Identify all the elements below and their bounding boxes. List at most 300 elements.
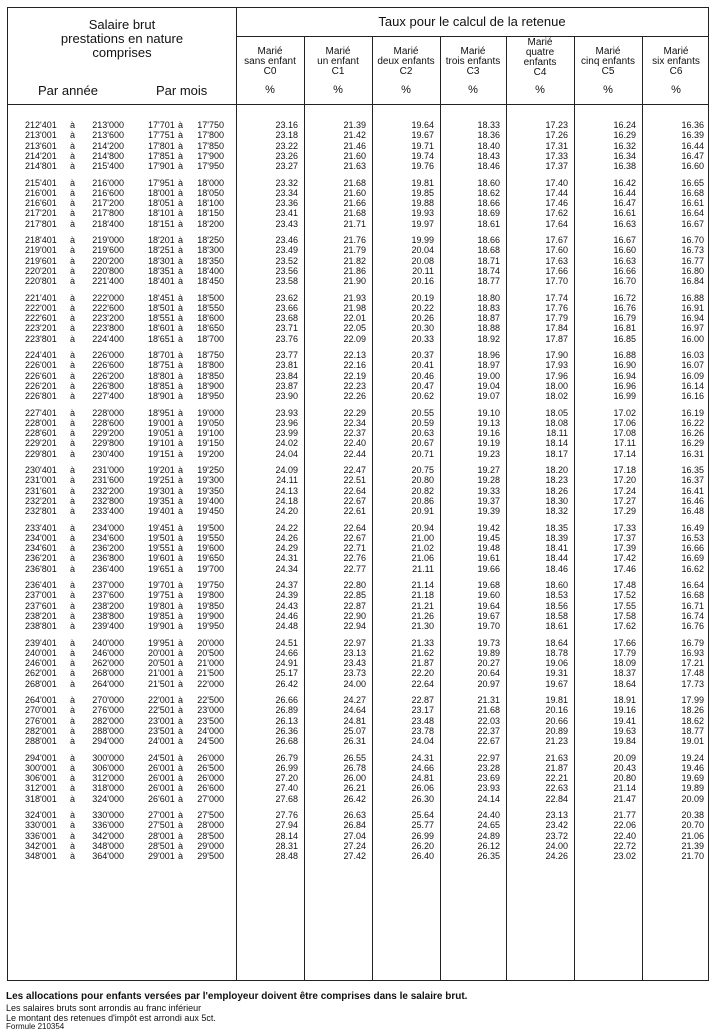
rate-c3: 18.66 [477,198,500,209]
rate-c0: 23.96 [275,417,298,428]
rate-c4: 18.64 [545,637,568,648]
rate-c1: 21.79 [343,245,366,256]
rate-c5: 16.38 [613,161,636,172]
rate-c2: 19.88 [411,198,434,209]
annual-from: 237'001 [25,590,57,601]
monthly-separator: à [178,563,184,574]
annual-from: 226'001 [25,360,57,371]
rate-c4: 18.08 [545,417,568,428]
monthly-separator: à [178,360,184,371]
annual-from: 300'001 [25,762,57,773]
rate-c6: 16.79 [681,637,704,648]
monthly-to: 20'000 [197,637,224,648]
rate-c3: 18.92 [477,333,500,344]
monthly-to: 19'900 [197,610,224,621]
column-header-c4: Marié quatre enfants C4 [523,37,557,78]
rate-c1: 22.90 [343,610,366,621]
annual-separator: à [70,313,76,324]
annual-from: 216'001 [25,187,57,198]
rate-c2: 21.21 [411,600,434,611]
monthly-to: 23'000 [197,705,224,716]
rate-c0: 23.90 [275,391,298,402]
monthly-to: 18'300 [197,245,224,256]
annual-to: 217'800 [92,208,124,219]
rate-c2: 24.81 [411,773,434,784]
annual-to: 282'000 [92,715,124,726]
rate-c1: 22.76 [343,553,366,564]
rate-c2: 20.19 [411,292,434,303]
percent-label: % [265,84,275,96]
monthly-to: 29'000 [197,840,224,851]
rate-c0: 24.34 [275,563,298,574]
annual-to: 220'200 [92,255,124,266]
annual-from: 232'201 [25,495,57,506]
monthly-to: 21'500 [197,668,224,679]
monthly-from: 19'051 [148,428,175,439]
rate-c0: 24.43 [275,600,298,611]
annual-separator: à [70,302,76,313]
rate-c2: 21.06 [411,553,434,564]
table-row [8,668,708,678]
rate-c6: 19.01 [681,736,704,747]
monthly-separator: à [178,255,184,266]
rate-c3: 19.23 [477,448,500,459]
rate-c0: 27.68 [275,793,298,804]
rate-c0: 24.46 [275,610,298,621]
monthly-to: 19'350 [197,485,224,496]
annual-separator: à [70,532,76,543]
annual-to: 231'600 [92,475,124,486]
annual-to: 224'400 [92,333,124,344]
annual-from: 215'401 [25,177,57,188]
rate-c1: 21.71 [343,218,366,229]
rate-c5: 19.41 [613,715,636,726]
table-row [8,726,708,736]
annual-separator: à [70,543,76,554]
monthly-separator: à [178,580,184,590]
rate-c5: 17.39 [613,543,636,554]
monthly-from: 27'501 [148,820,175,831]
annual-to: 230'400 [92,448,124,459]
rate-c5: 17.79 [613,647,636,658]
rate-c2: 19.64 [411,120,434,130]
rate-c4: 18.23 [545,475,568,486]
rate-c1: 21.63 [343,161,366,172]
annual-separator: à [70,752,76,763]
rate-c2: 21.62 [411,647,434,658]
rate-c1: 21.86 [343,265,366,276]
rate-c2: 26.40 [411,851,434,862]
rate-c1: 21.93 [343,292,366,303]
rate-c3: 19.68 [477,580,500,590]
rate-c5: 16.81 [613,323,636,334]
table-row [8,580,708,590]
annual-separator: à [70,820,76,831]
rate-c4: 17.70 [545,276,568,287]
annual-to: 213'000 [92,120,124,130]
percent-label: % [603,84,613,96]
rate-c5: 16.32 [613,140,636,151]
rate-c0: 24.37 [275,580,298,590]
monthly-from: 19'001 [148,417,175,428]
monthly-to: 18'950 [197,391,224,402]
rate-c4: 17.37 [545,161,568,172]
rate-c1: 22.87 [343,600,366,611]
rate-c2: 20.75 [411,465,434,475]
annual-to: 234'600 [92,532,124,543]
rate-c1: 25.07 [343,725,366,736]
annual-to: 216'600 [92,187,124,198]
annual-to: 232'800 [92,495,124,506]
monthly-to: 28'000 [197,820,224,831]
monthly-from: 18'501 [148,302,175,313]
rate-c0: 23.46 [275,235,298,245]
monthly-from: 19'201 [148,465,175,475]
rate-c3: 19.64 [477,600,500,611]
column-header-c3: Marié trois enfants C3 [445,46,501,77]
annual-from: 324'001 [25,810,57,820]
percent-label: % [401,84,411,96]
monthly-to: 22'000 [197,678,224,689]
rate-c1: 21.82 [343,255,366,266]
rate-c2: 20.26 [411,313,434,324]
annual-from: 348'001 [25,851,57,862]
rate-c0: 24.39 [275,590,298,601]
annual-from: 217'201 [25,208,57,219]
rate-c1: 21.76 [343,235,366,245]
monthly-separator: à [178,773,184,784]
rate-c4: 19.31 [545,668,568,679]
rate-c5: 18.37 [613,668,636,679]
rate-c4: 18.20 [545,465,568,475]
table-row [8,753,708,763]
monthly-separator: à [178,621,184,632]
rate-c3: 18.96 [477,350,500,360]
rate-c0: 23.49 [275,245,298,256]
monthly-to: 19'850 [197,600,224,611]
rate-c4: 24.26 [545,851,568,862]
rate-c4: 17.84 [545,323,568,334]
table-row [8,219,708,229]
annual-from: 233'401 [25,522,57,533]
table-row [8,763,708,773]
monthly-separator: à [178,715,184,726]
rate-c5: 16.94 [613,370,636,381]
monthly-to: 17'950 [197,161,224,172]
monthly-from: 18'001 [148,187,175,198]
monthly-from: 19'801 [148,600,175,611]
rate-c0: 23.77 [275,350,298,360]
rate-c5: 16.34 [613,150,636,161]
rate-c4: 18.30 [545,495,568,506]
annual-to: 222'600 [92,302,124,313]
annual-from: 236'401 [25,580,57,590]
monthly-from: 18'901 [148,391,175,402]
rate-c6: 16.41 [681,485,704,496]
annual-to: 214'200 [92,140,124,151]
rate-c2: 26.99 [411,830,434,841]
rate-c1: 24.00 [343,678,366,689]
annual-separator: à [70,553,76,564]
monthly-separator: à [178,762,184,773]
rate-c5: 16.66 [613,265,636,276]
monthly-separator: à [178,506,184,517]
table-row [8,611,708,621]
rate-c0: 27.94 [275,820,298,831]
rate-c6: 18.62 [681,715,704,726]
annual-to: 238'200 [92,600,124,611]
annual-to: 228'000 [92,407,124,418]
rate-c0: 23.71 [275,323,298,334]
rate-c1: 27.04 [343,830,366,841]
rate-c2: 21.87 [411,658,434,669]
rate-c4: 18.32 [545,506,568,517]
rate-c3: 18.33 [477,120,500,130]
monthly-from: 26'001 [148,773,175,784]
rate-c4: 21.23 [545,736,568,747]
rate-c4: 18.58 [545,610,568,621]
annual-from: 238'201 [25,610,57,621]
annual-to: 270'000 [92,695,124,705]
rate-c5: 17.11 [614,438,636,449]
monthly-separator: à [178,820,184,831]
annual-to: 288'000 [92,725,124,736]
rate-c6: 16.35 [681,465,704,475]
annual-from: 223'201 [25,323,57,334]
rate-c3: 19.70 [477,621,500,632]
annual-from: 220'201 [25,265,57,276]
column-header-c2: Marié deux enfants C2 [377,46,435,77]
rate-c6: 16.00 [681,333,704,344]
annual-to: 237'000 [92,580,124,590]
rate-c6: 16.14 [681,380,704,391]
table-row [8,496,708,506]
monthly-separator: à [178,610,184,621]
annual-separator: à [70,417,76,428]
monthly-from: 18'351 [148,265,175,276]
rate-c4: 17.79 [545,313,568,324]
rate-c6: 17.73 [681,678,704,689]
rate-c2: 20.82 [411,485,434,496]
table-row [8,334,708,344]
rate-c5: 19.63 [613,725,636,736]
rate-c4: 24.00 [545,840,568,851]
rate-c5: 17.46 [613,563,636,574]
monthly-from: 29'001 [148,851,175,862]
rate-c0: 23.22 [275,140,298,151]
rate-c4: 17.44 [545,187,568,198]
table-row [8,151,708,161]
rate-c1: 22.29 [343,407,366,418]
table-row [8,130,708,140]
monthly-separator: à [178,705,184,716]
rate-c5: 16.29 [613,130,636,141]
monthly-separator: à [178,130,184,141]
rate-c4: 23.72 [545,830,568,841]
rate-c4: 17.76 [545,302,568,313]
rate-c4: 18.17 [545,448,568,459]
annual-from: 294'001 [25,752,57,763]
rate-c5: 16.76 [613,302,636,313]
annual-to: 318'000 [92,783,124,794]
rate-c1: 22.51 [343,475,366,486]
rate-c2: 20.04 [411,245,434,256]
rate-c3: 19.66 [477,563,500,574]
monthly-from: 17'851 [148,150,175,161]
monthly-from: 19'501 [148,532,175,543]
rate-c3: 18.87 [477,313,500,324]
rate-c0: 26.79 [275,752,298,763]
rate-c4: 17.31 [545,140,568,151]
monthly-separator: à [178,851,184,862]
rate-c5: 17.02 [613,407,636,418]
rate-c6: 16.84 [681,276,704,287]
monthly-to: 19'650 [197,553,224,564]
rate-c4: 17.23 [545,120,568,130]
rate-c5: 16.63 [613,218,636,229]
annual-from: 226'601 [25,370,57,381]
rate-c2: 20.55 [411,407,434,418]
annual-from: 240'001 [25,647,57,658]
annual-separator: à [70,647,76,658]
monthly-from: 19'401 [148,506,175,517]
rate-c6: 16.97 [681,323,704,334]
rate-c3: 22.03 [477,715,500,726]
annual-separator: à [70,245,76,256]
rate-c3: 23.69 [477,773,500,784]
rate-c0: 28.31 [275,840,298,851]
monthly-to: 23'500 [197,715,224,726]
monthly-to: 26'500 [197,762,224,773]
rate-c6: 21.06 [681,830,704,841]
monthly-separator: à [178,391,184,402]
rate-c3: 19.10 [477,407,500,418]
rate-c2: 21.30 [411,621,434,632]
rate-c4: 18.14 [545,438,568,449]
rate-c0: 24.02 [275,438,298,449]
rate-c4: 19.06 [545,658,568,669]
rate-c6: 18.26 [681,705,704,716]
rate-c3: 18.62 [477,187,500,198]
rate-c1: 22.37 [343,428,366,439]
rate-c0: 23.66 [275,302,298,313]
rate-c0: 24.18 [275,495,298,506]
annual-from: 230'401 [25,465,57,475]
rate-c1: 21.42 [343,130,366,141]
annual-separator: à [70,407,76,418]
table-row [8,705,708,715]
table-row [8,360,708,370]
rate-c1: 22.47 [343,465,366,475]
rate-c6: 16.16 [681,391,704,402]
rate-c0: 23.26 [275,150,298,161]
monthly-to: 28'500 [197,830,224,841]
rate-c2: 20.30 [411,323,434,334]
rate-c0: 26.36 [275,725,298,736]
column-header-c5: Marié cinq enfants C5 [581,46,635,77]
rate-c5: 16.70 [613,276,636,287]
monthly-from: 24'501 [148,752,175,763]
rate-c1: 26.42 [343,793,366,804]
monthly-from: 19'751 [148,590,175,601]
rate-c2: 21.33 [411,637,434,648]
rate-c5: 22.40 [613,830,636,841]
rate-c2: 20.16 [411,276,434,287]
annual-separator: à [70,705,76,716]
rate-c2: 21.00 [411,532,434,543]
monthly-separator: à [178,245,184,256]
rate-c4: 17.87 [545,333,568,344]
rate-c5: 16.61 [613,208,636,219]
rate-c3: 26.12 [477,840,500,851]
rate-c3: 19.16 [477,428,500,439]
rate-c6: 16.61 [681,198,704,209]
rate-c4: 23.13 [545,810,568,820]
rate-c2: 20.47 [411,380,434,391]
rate-c1: 21.90 [343,276,366,287]
annual-to: 226'800 [92,380,124,391]
annual-from: 318'001 [25,793,57,804]
footer-note-rounding-tax: Le montant des retenues d'impôt est arrondi aux 5ct. [6,1013,216,1023]
monthly-from: 23'001 [148,715,175,726]
annual-to: 264'000 [92,678,124,689]
annual-separator: à [70,495,76,506]
monthly-to: 19'750 [197,580,224,590]
rate-c3: 23.93 [477,783,500,794]
annual-separator: à [70,360,76,371]
rate-c3: 19.89 [477,647,500,658]
table-row [8,773,708,783]
monthly-from: 18'101 [148,208,175,219]
monthly-to: 19'200 [197,448,224,459]
rate-c5: 17.29 [613,506,636,517]
rate-c6: 16.44 [681,140,704,151]
table-row [8,794,708,804]
monthly-from: 19'351 [148,495,175,506]
rate-c1: 22.26 [343,391,366,402]
monthly-to: 27'000 [197,793,224,804]
monthly-separator: à [178,736,184,747]
rate-c4: 19.67 [545,678,568,689]
rate-c2: 19.67 [411,130,434,141]
form-reference: Formule 210354 [6,1022,65,1031]
annual-separator: à [70,658,76,669]
monthly-from: 18'551 [148,313,175,324]
rate-c3: 18.46 [477,161,500,172]
monthly-from: 22'001 [148,695,175,705]
rate-c0: 23.32 [275,177,298,188]
monthly-separator: à [178,830,184,841]
monthly-to: 18'900 [197,380,224,391]
annual-to: 219'600 [92,245,124,256]
rate-c3: 19.00 [477,370,500,381]
rate-c5: 17.48 [613,580,636,590]
rate-c3: 19.42 [477,522,500,533]
annual-separator: à [70,140,76,151]
monthly-to: 19'950 [197,621,224,632]
annual-to: 238'800 [92,610,124,621]
monthly-from: 17'901 [148,161,175,172]
rate-c3: 20.64 [477,668,500,679]
monthly-to: 18'700 [197,333,224,344]
annual-separator: à [70,668,76,679]
annual-to: 223'200 [92,313,124,324]
rate-c4: 20.89 [545,725,568,736]
rate-c6: 16.39 [681,130,704,141]
rate-c1: 22.09 [343,333,366,344]
rate-c4: 17.66 [545,265,568,276]
table-row [8,120,708,130]
